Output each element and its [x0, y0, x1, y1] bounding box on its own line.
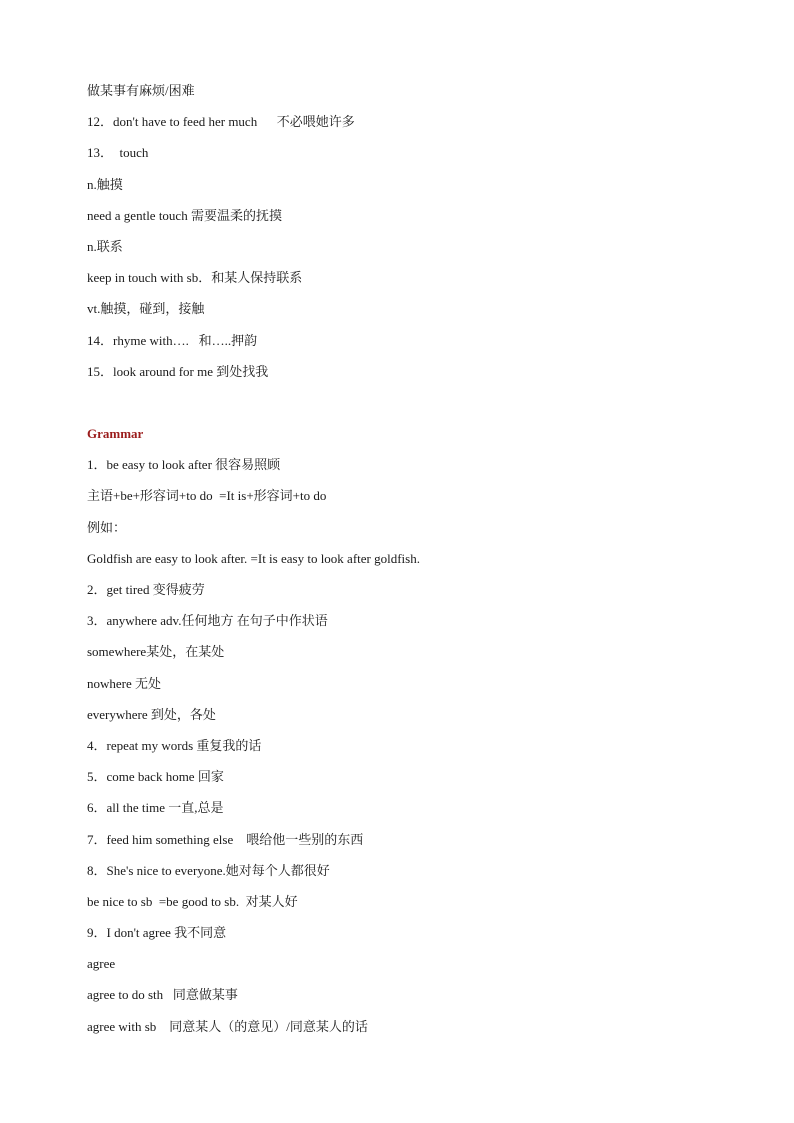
text-line: 13． touch	[87, 145, 149, 161]
text-line: everywhere 到处，各处	[87, 706, 216, 722]
text-line: 2．get tired 变得疲劳	[87, 582, 205, 597]
text-line: agree to do sth 同意做某事	[87, 987, 238, 1003]
text-line: 做某事有麻烦/困难	[87, 83, 195, 98]
text-line: n.联系	[87, 238, 123, 254]
text-line: need a gentle touch 需要温柔的抚摸	[87, 207, 282, 223]
text-line: 3．anywhere adv.任何地方 在句子中作状语	[87, 613, 328, 629]
text-line: somewhere某处，在某处	[87, 644, 225, 660]
section-heading-grammar: Grammar	[87, 426, 144, 442]
text-line: agree with sb 同意某人（的意见）/同意某人的话	[87, 1018, 368, 1034]
text-line: 5．come back home 回家	[87, 769, 224, 785]
text-line: Goldfish are easy to look after. =It is easy to look after goldfish.	[87, 550, 420, 566]
text-line: 12．don't have to feed her much 不必喂她许多	[87, 114, 355, 130]
text-line: be nice to sb =be good to sb. 对某人好	[87, 893, 298, 909]
text-line: nowhere 无处	[87, 675, 162, 691]
text-line: 4．repeat my words 重复我的话	[87, 737, 262, 753]
text-line: vt.触摸，碰到，接触	[87, 301, 205, 317]
text-line: 主语+be+形容词+to do =It is+形容词+to do	[87, 488, 327, 504]
blank-gap	[87, 392, 767, 423]
text-line: 6．all the time 一直,总是	[87, 800, 224, 816]
text-line: 7．feed him something else 喂给他一些别的东西	[87, 831, 364, 847]
text-line: 例如：	[87, 519, 127, 535]
text-line: keep in touch with sb．和某人保持联系	[87, 270, 303, 286]
text-line: 15．look around for me 到处找我	[87, 363, 269, 379]
text-line: 14．rhyme with…. 和…..押韵	[87, 332, 258, 348]
text-line: agree	[87, 956, 116, 972]
text-line: 9．I don't agree 我不同意	[87, 925, 227, 941]
text-line: 8．She's nice to everyone.她对每个人都很好	[87, 862, 330, 878]
text-line: n.触摸	[87, 176, 123, 192]
text-line: 1．be easy to look after 很容易照顾	[87, 457, 281, 473]
document-page	[87, 80, 767, 1047]
